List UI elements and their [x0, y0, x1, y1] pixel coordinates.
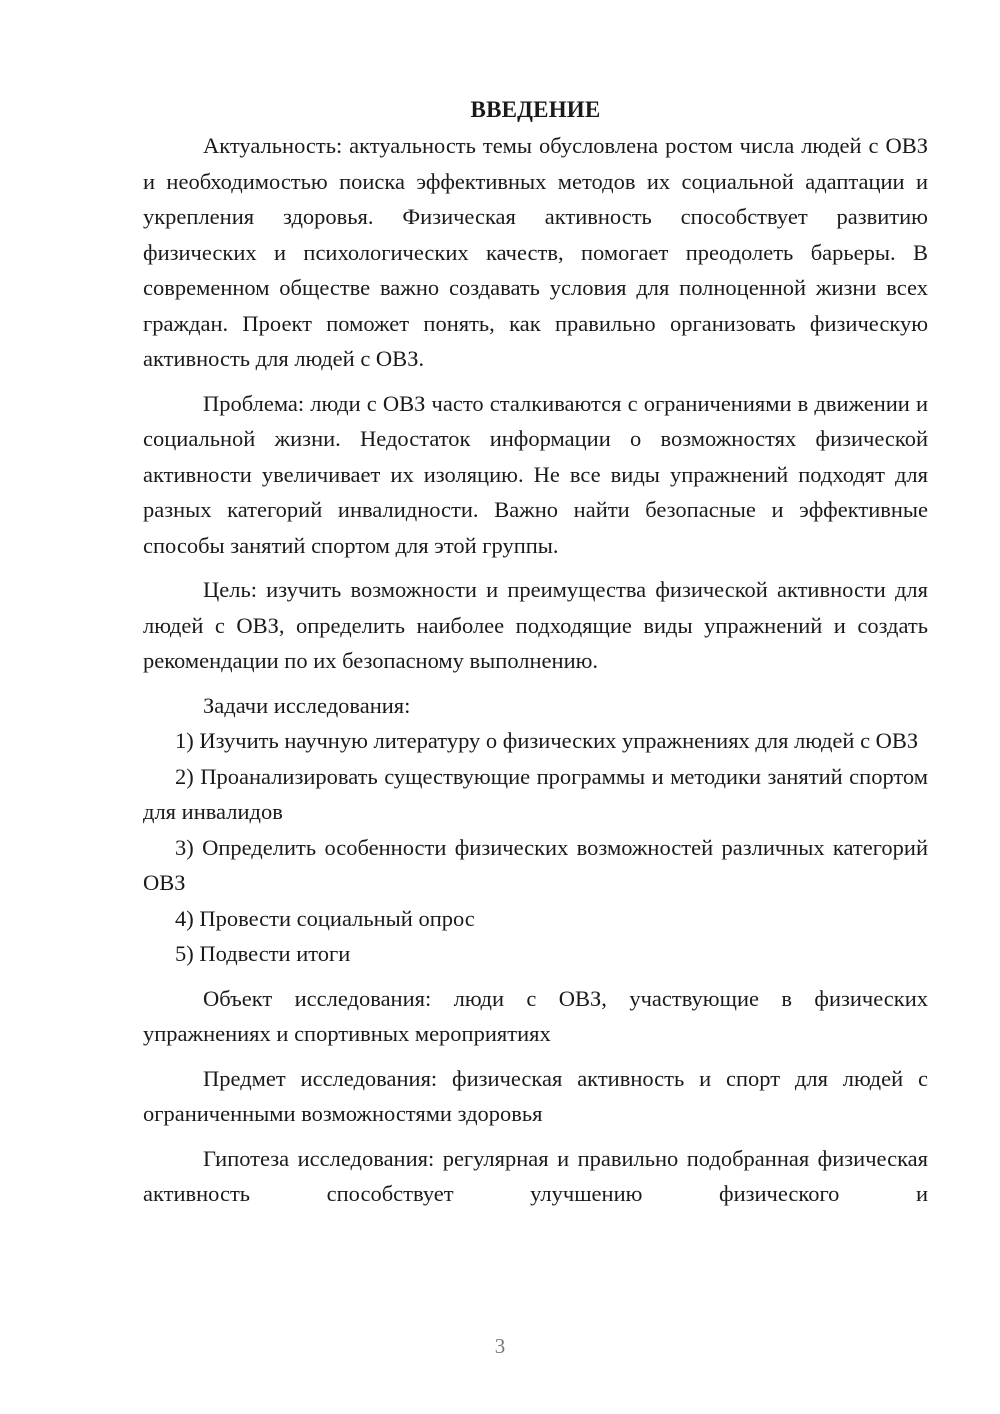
- tasks-heading: Задачи исследования:: [203, 692, 411, 718]
- document-page: [143, 92, 928, 1212]
- task-item-3: 3) Определить особенности физических возможностей различных категорий ОВЗ: [143, 834, 928, 895]
- paragraph-problem: Проблема: люди с ОВЗ часто сталкиваются с ограничениями в движении и социальной жизни. Недостаток информации о возможностях физической активности увеличивает их изоляцию. Не все виды упражнений подходят для разных категорий инвалидности. Важно найти безопасные и эффективные способы занятий спортом для этой группы.: [143, 390, 928, 558]
- paragraph-object: Объект исследования: люди с ОВЗ, участвующие в физических упражнениях и спортивных мероприятиях: [143, 985, 928, 1046]
- task-item-1: 1) Изучить научную литературу о физических упражнениях для людей с ОВЗ: [175, 728, 919, 753]
- paragraph-hypothesis: Гипотеза исследования: регулярная и правильно подобранная физическая активность способствует улучшению физического и: [143, 1145, 928, 1206]
- paragraph-subject: Предмет исследования: физическая активность и спорт для людей с ограниченными возможностями здоровья: [143, 1065, 928, 1126]
- paragraph-relevance: Актуальность: актуальность темы обусловлена ростом числа людей с ОВЗ и необходимостью поиска эффективных методов их социальной адаптации и укрепления здоровья. Физическая активность способствует развитию физических и психологических качеств, помогает преодолеть барьеры. В современном обществе важно создавать условия для полноценной жизни всех граждан. Проект поможет понять, как правильно организовать физическую активность для людей с ОВЗ.: [143, 133, 928, 371]
- task-item-4: 4) Провести социальный опрос: [175, 905, 475, 931]
- paragraph-goal: Цель: изучить возможности и преимущества физической активности для людей с ОВЗ, определить наиболее подходящие виды упражнений и создать рекомендации по их безопасному выполнению.: [143, 577, 928, 673]
- task-item-2: 2) Проанализировать существующие программы и методики занятий спортом для инвалидов: [143, 763, 928, 824]
- section-title: ВВЕДЕНИЕ: [470, 97, 601, 122]
- page-number: 3: [494, 1334, 506, 1358]
- task-item-5: 5) Подвести итоги: [175, 941, 351, 966]
